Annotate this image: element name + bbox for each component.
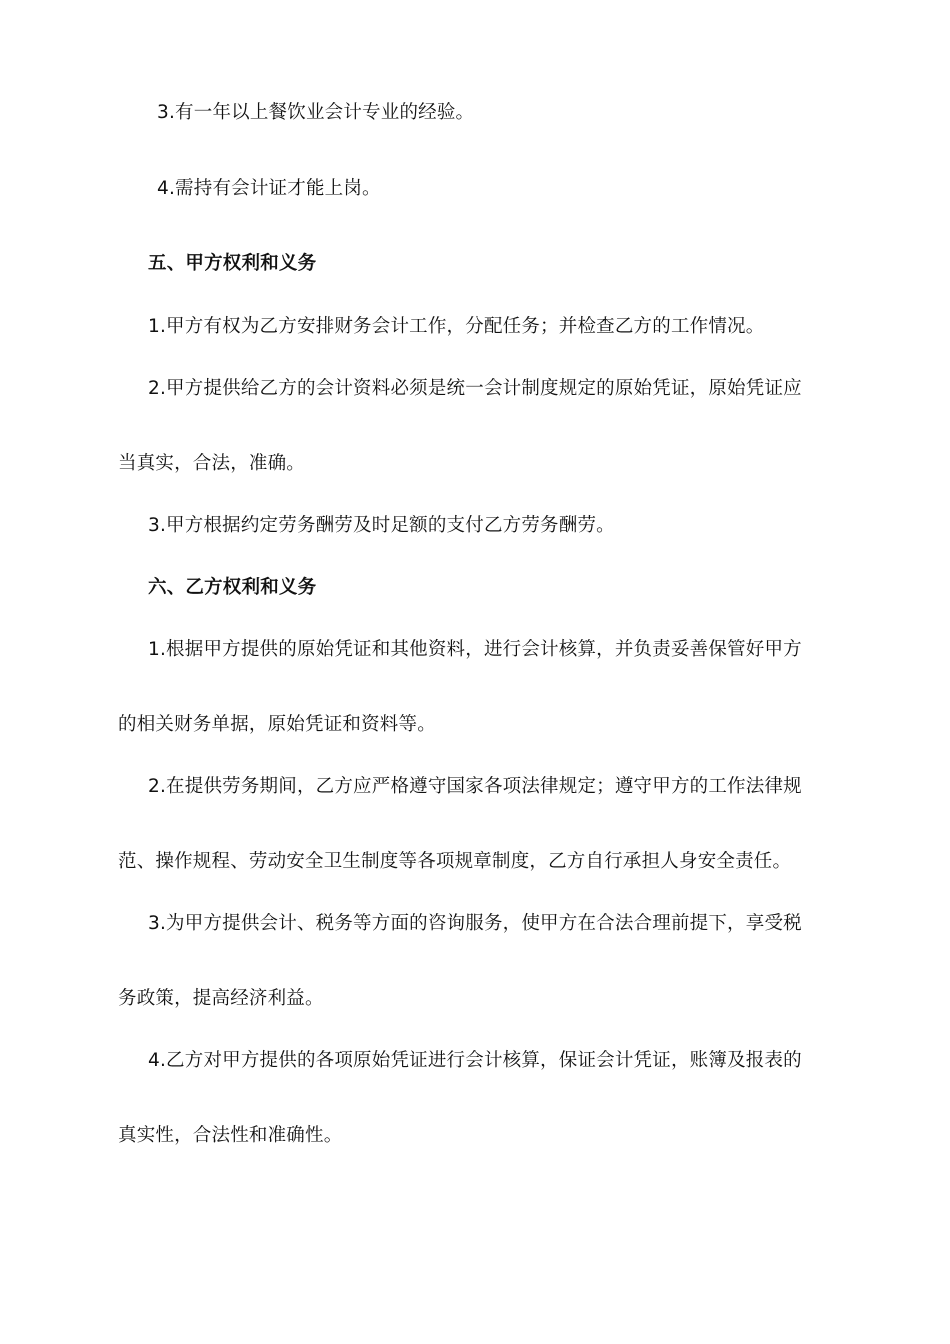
requirement-3: 3.有一年以上餐饮业会计专业的经验。: [157, 102, 475, 123]
party-b-clause-2: 2.在提供劳务期间，乙方应严格遵守国家各项法律规定；遵守甲方的工作法律规: [148, 776, 802, 797]
section-5-heading: 五、甲方权利和义务: [148, 253, 317, 274]
requirement-4: 4.需持有会计证才能上岗。: [157, 178, 381, 199]
party-a-clause-3: 3.甲方根据约定劳务酬劳及时足额的支付乙方劳务酬劳。: [148, 515, 615, 536]
party-a-clause-2-continuation: 当真实，合法，准确。: [118, 453, 306, 474]
party-b-clause-1-continuation: 的相关财务单据，原始凭证和资料等。: [118, 714, 436, 735]
party-b-clause-2-continuation: 范、操作规程、劳动安全卫生制度等各项规章制度，乙方自行承担人身安全责任。: [118, 851, 792, 872]
party-b-clause-3-continuation: 务政策，提高经济利益。: [118, 988, 324, 1009]
section-6-heading: 六、乙方权利和义务: [148, 577, 317, 598]
party-a-clause-1: 1.甲方有权为乙方安排财务会计工作，分配任务；并检查乙方的工作情况。: [148, 316, 765, 337]
party-b-clause-4: 4.乙方对甲方提供的各项原始凭证进行会计核算，保证会计凭证，账簿及报表的: [148, 1050, 802, 1071]
party-a-clause-2: 2.甲方提供给乙方的会计资料必须是统一会计制度规定的原始凭证，原始凭证应: [148, 378, 802, 399]
party-b-clause-1: 1.根据甲方提供的原始凭证和其他资料，进行会计核算，并负责妥善保管好甲方: [148, 639, 802, 660]
party-b-clause-3: 3.为甲方提供会计、税务等方面的咨询服务，使甲方在合法合理前提下，享受税: [148, 913, 802, 934]
party-b-clause-4-continuation: 真实性，合法性和准确性。: [118, 1125, 343, 1146]
